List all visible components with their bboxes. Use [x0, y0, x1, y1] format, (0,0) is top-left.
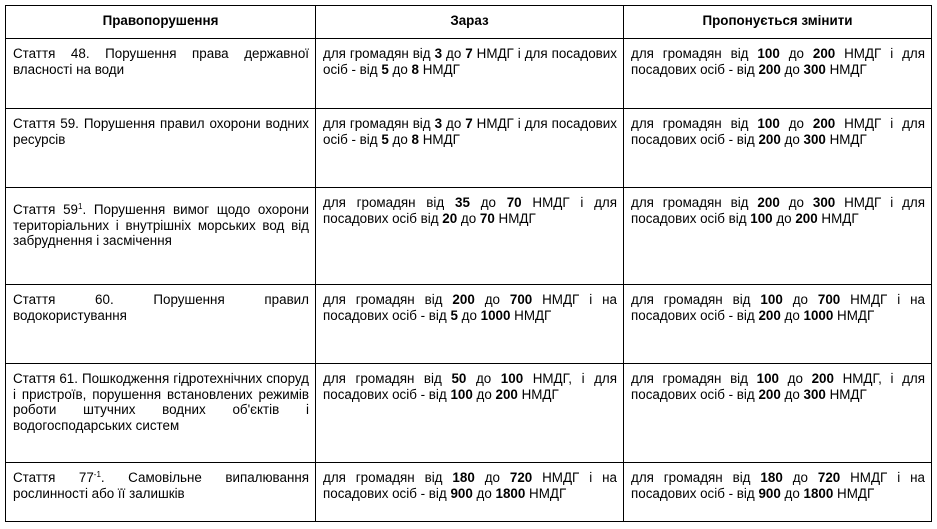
current-cell: для громадян від 180 до 720 НМДГ і на посадових осіб - від 900 до 1800 НМДГ: [316, 463, 624, 522]
table-row: [6, 188, 932, 285]
table-row: [6, 109, 932, 188]
header-row: [6, 6, 932, 39]
penalties-comparison-table: [5, 5, 932, 522]
header-offense: Правопорушення: [6, 6, 316, 39]
proposed-cell: для громадян від 200 до 300 НМДГ і для посадових осіб від 100 до 200 НМДГ: [624, 188, 932, 285]
table-row: [6, 39, 932, 109]
offense-cell: Стаття 59. Порушення правил охорони водних ресурсів: [6, 109, 316, 188]
offense-cell: Стаття 60. Порушення правил водокористування: [6, 285, 316, 364]
current-cell: для громадян від 50 до 100 НМДГ, і для посадових осіб - від 100 до 200 НМДГ: [316, 364, 624, 463]
offense-cell: Стаття $59^1$. Порушення вимог щодо охорони територіальних і внутрішніх морських вод від забруднення і засмічення: [6, 188, 316, 285]
header-current: Зараз: [316, 6, 624, 39]
offense-cell: Стаття $77^{-1}$. Самовільне випалювання рослинності або її залишків: [6, 463, 316, 522]
current-cell: для громадян від 3 до 7 НМДГ і для посадових осіб - від 5 до 8 НМДГ: [316, 109, 624, 188]
header-proposed: Пропонується змінити: [624, 6, 932, 39]
current-cell: для громадян від 35 до 70 НМДГ і для посадових осіб від 20 до 70 НМДГ: [316, 188, 624, 285]
table-row: [6, 463, 932, 522]
table-row: [6, 364, 932, 463]
proposed-cell: для громадян від 180 до 720 НМДГ і на посадових осіб - від 900 до 1800 НМДГ: [624, 463, 932, 522]
current-cell: для громадян від 3 до 7 НМДГ і для посадових осіб - від 5 до 8 НМДГ: [316, 39, 624, 109]
offense-cell: Стаття 61. Пошкодження гідротехнічних споруд і пристроїв, порушення встановлених режимів роботи штучних водних об'єктів і водогосподарських систем: [6, 364, 316, 463]
current-cell: для громадян від 200 до 700 НМДГ і на посадових осіб - від 5 до 1000 НМДГ: [316, 285, 624, 364]
proposed-cell: для громадян від 100 до 200 НМДГ, і для посадових осіб - від 200 до 300 НМДГ: [624, 364, 932, 463]
proposed-cell: для громадян від 100 до 700 НМДГ і на посадових осіб - від 200 до 1000 НМДГ: [624, 285, 932, 364]
proposed-cell: для громадян від 100 до 200 НМДГ і для посадових осіб - від 200 до 300 НМДГ: [624, 39, 932, 109]
offense-cell: Стаття 48. Порушення права державної власності на води: [6, 39, 316, 109]
proposed-cell: для громадян від 100 до 200 НМДГ і для посадових осіб - від 200 до 300 НМДГ: [624, 109, 932, 188]
table-row: [6, 285, 932, 364]
